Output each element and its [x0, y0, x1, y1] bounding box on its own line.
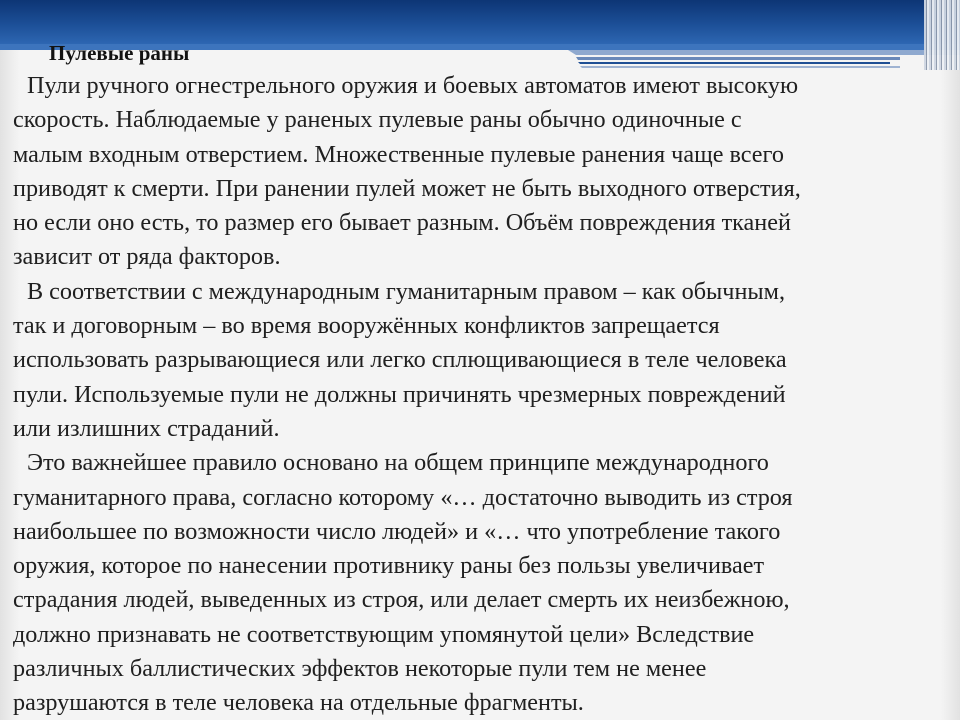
paragraph-2	[13, 275, 945, 446]
slide-title: Пулевые раны	[49, 41, 190, 65]
text-line: гуманитарного права, согласно которому «… достаточно выводить из строя	[13, 483, 793, 511]
text-line: должно признавать не соответствующим упомянутой цели» Вследствие	[13, 620, 755, 648]
text-line: пули. Используемые пули не должны причинять чрезмерных повреждений	[13, 380, 786, 408]
text-line: наибольшее по возможности число людей» и «… что употребление такого	[13, 517, 781, 545]
text-line: малым входным отверстием. Множественные пулевые ранения чаще всего	[13, 140, 784, 168]
header-edge-decoration	[924, 0, 960, 70]
paragraph-1	[13, 69, 945, 275]
text-line: Пули ручного огнестрельного оружия и боевых автоматов имеют высокую	[27, 72, 799, 99]
paragraph-3	[13, 446, 945, 720]
header-band	[0, 0, 960, 44]
text-line: скорость. Наблюдаемые у раненых пулевые раны обычно одиночные с	[13, 106, 742, 134]
text-line: так и договорным – во время вооружённых конфликтов запрещается	[13, 312, 720, 340]
text-line: оружия, которое по нанесении противнику раны без пользы увеличивает	[13, 552, 765, 580]
text-line: страдания людей, выведенных из строя, или делает смерть их неизбежною,	[13, 586, 790, 614]
text-line: В соответствии с международным гуманитарным правом – как обычным,	[27, 277, 785, 305]
text-line: использовать разрывающиеся или легко сплющивающиеся в теле человека	[13, 346, 787, 374]
text-line: приводят к смерти. При ранении пулей может не быть выходного отверстия,	[13, 174, 801, 202]
text-line: Это важнейшее правило основано на общем принципе международного	[27, 449, 769, 477]
text-line: или излишних страданий.	[13, 414, 280, 442]
slide-body	[13, 69, 945, 721]
text-line: различных баллистических эффектов некоторые пули тем не менее	[13, 655, 707, 683]
text-line: но если оно есть, то размер его бывает разным. Объём повреждения тканей	[13, 209, 791, 237]
text-line: зависит от ряда факторов.	[13, 243, 281, 271]
text-line: разрушаются в теле человека на отдельные фрагменты.	[13, 689, 584, 717]
